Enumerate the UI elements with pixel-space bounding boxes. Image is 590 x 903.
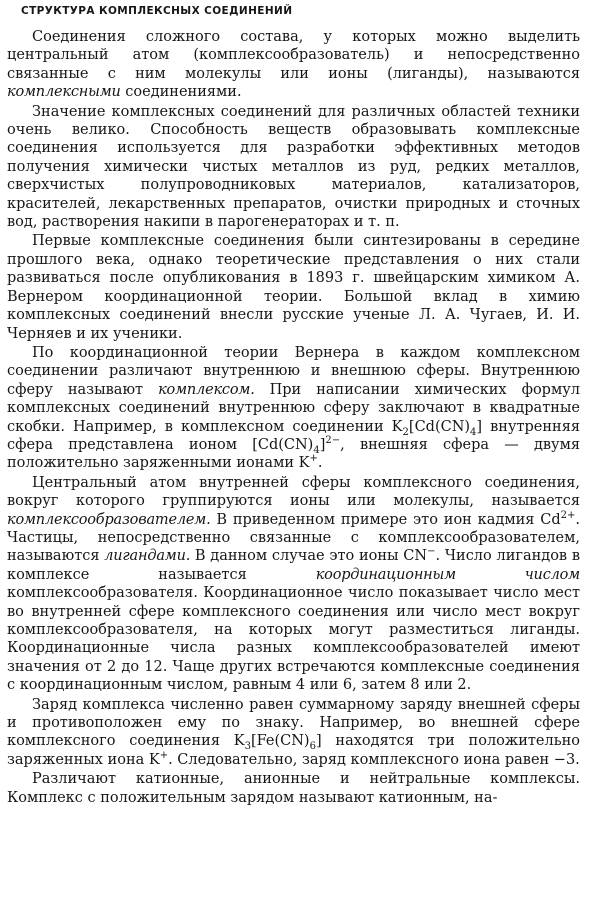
text-run: При написании химических формул комплексных соединений внутреннюю сферу заключают в квадратные скобки. Например, в комплексном соединении K bbox=[7, 381, 580, 435]
section-heading: СТРУКТУРА КОМПЛЕКСНЫХ СОЕДИНЕНИЙ bbox=[21, 5, 293, 17]
superscript: + bbox=[309, 453, 318, 465]
text-run: [Cd(CN) bbox=[408, 418, 471, 435]
paragraph-definition bbox=[7, 28, 580, 102]
text-run: В приведенном примере это ион кадмия Cd bbox=[210, 511, 561, 528]
text-run: . Частицы, непосредственно связанные с комплексообразователем, называются bbox=[7, 511, 580, 565]
text-run: соединениями. bbox=[120, 84, 242, 101]
term-coordination-number: координационным числом bbox=[315, 566, 580, 583]
text-run: По координационной теории Вернера в каждом комплексном соединении различают внутреннюю и внешнюю сферы. Внутреннюю сферу называют bbox=[7, 344, 580, 398]
superscript: − bbox=[427, 546, 436, 558]
paragraph-central-atom bbox=[7, 474, 580, 695]
superscript: 2− bbox=[325, 435, 341, 447]
subscript: 4 bbox=[470, 426, 477, 438]
paragraph-history: Первые комплексные соединения были синтезированы в середине прошлого века, однако теоретические представления о них стали развиваться после опубликования в 1893 г. швейцарским химиком А. Вернером координационной теории. Большой вклад в химию комплексных соединений внесли русские ученые Л. А. Чугаев, И. И. Черняев и их ученики. bbox=[7, 233, 580, 342]
paragraph-werner-theory bbox=[7, 344, 580, 473]
term-complex: комплексными bbox=[7, 84, 121, 101]
text-run: ] bbox=[319, 436, 326, 453]
paragraph-importance: Значение комплексных соединений для различных областей техники очень велико. Способность веществ образовывать комплексные соединения используется для разработки эффективных методов получения химически чистых металлов из руд, редких металлов, сверхчистых полупроводниковых материалов, катализаторов, красителей, лекарственных препаратов, очистки природных и сточных вод, растворения накипи в парогенераторах и т. п. bbox=[7, 103, 580, 231]
text-run: , внешняя сфера — двумя положительно заряженными ионами K bbox=[7, 436, 580, 472]
term-complex-sphere: комплексом. bbox=[158, 381, 255, 398]
superscript: 2+ bbox=[560, 509, 576, 521]
term-ligands: лигандами. bbox=[104, 548, 191, 565]
subscript: 2 bbox=[402, 426, 409, 438]
text-run: В данном случае это ионы CN bbox=[190, 548, 428, 565]
text-run: [Fe(CN) bbox=[250, 733, 310, 750]
text-run: ] внутренняя сфера представлена ионом [Cd(CN) bbox=[7, 418, 580, 453]
subscript: 6 bbox=[309, 741, 316, 753]
subscript: 3 bbox=[244, 741, 251, 753]
text-run: Заряд комплекса численно равен суммарному заряду внешней сферы и противоположен ему по знаку. Например, во внешней сфере комплексного соединения K bbox=[7, 696, 580, 750]
text-run: Соединения сложного состава, у которых можно выделить центральный атом (комплексообразователь) и непосредственно связанные с ним молекулы или ионы (лиганды), называются bbox=[7, 29, 580, 82]
superscript: + bbox=[159, 750, 169, 762]
text-run: . bbox=[317, 455, 323, 472]
text-run: . Число лигандов в комплексе называется bbox=[7, 548, 580, 583]
term-complexing-agent: комплексообразователем. bbox=[7, 511, 211, 528]
text-run: . Следовательно, заряд комплексного иона равен −3. bbox=[168, 751, 580, 768]
paragraph-complex-types: Различают катионные, анионные и нейтральные комплексы. Комплекс с положительным зарядом называют катионным, на- bbox=[7, 771, 580, 806]
text-run: Центральный атом внутренней сферы комплексного соединения, вокруг которого группируются ионы или молекулы, называется bbox=[7, 474, 580, 510]
subscript: 4 bbox=[313, 444, 320, 456]
text-run: ] находятся три положительно заряженных иона K bbox=[7, 733, 580, 768]
text-run: комплексообразователя. Координационное число показывает число мест во внутренней сфере комплексного соединения или число мест вокруг комплексообразователя, на которых могут разместиться лиганды. Координационные числа разных комплексообразователей имеют значения от 2 до 12. Чаще других встречаются комплексные соединения с координационным числом, равным 4 или 6, затем 8 или 2. bbox=[7, 585, 580, 694]
paragraph-charge bbox=[7, 696, 580, 770]
